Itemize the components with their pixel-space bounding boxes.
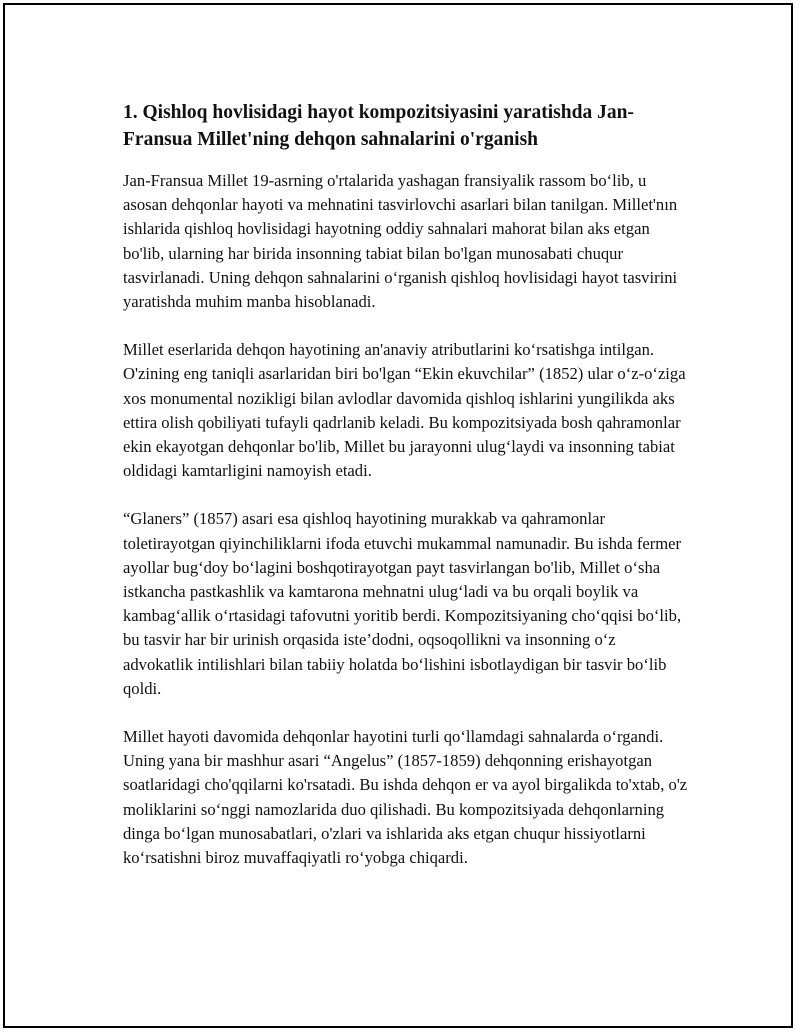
paragraph-3: “Glaners” (1857) asari esa qishloq hayotining murakkab va qahramonlar toletirayotgan qiyinchiliklarni ifoda etuvchi mukammal namunadir. Bu ishda fermer ayollar bug‘doy bo‘lagini boshqotirayotgan payt tasvirlangan bo'lib, Millet o‘sha istkancha pastkashlik va kamtarona mehnatni ulug‘ladi va bu orqali boylik va kambag‘allik o‘rtasidagi tafovutni yoritib berdi. Kompozitsiyaning cho‘qqisi bo‘lib, bu tasvir har bir urinish orqasida iste’dodni, oqsoqollikni va insonning o‘z advokatlik intilishlari bilan tabiiy holatda bo‘lishini isbotlaydigan bir tasvir bo‘lib qoldi. — [123, 509, 682, 698]
document-body — [123, 99, 688, 894]
page-frame — [3, 3, 793, 1028]
paragraph-2: Millet eserlarida dehqon hayotining an'anaviy atributlarini ko‘rsatishga intilgan. O'zining eng taniqli asarlaridan biri bo'lgan “Ekin ekuvchilar” (1852) ular o‘z-o‘ziga xos monumental nozikligi bilan avlodlar davomida qishloq ishlarini yungilikda aks ettira olish qobiliyati tufayli qadrlanib keladi. Bu kompozitsiyada bosh qahramonlar ekin ekayotgan dehqonlar bo'lib, Millet bu jarayonni ulug‘laydi va insonning tabiat oldidagi kamtarligini namoyish etadi. — [123, 340, 686, 481]
paragraph-4: Millet hayoti davomida dehqonlar hayotini turli qo‘llamdagi sahnalarda o‘rgandi. Uning yana bir mashhur asari “Angelus” (1857-1859) dehqonning erishayotgan soatlaridagi cho'qqilarni ko'rsatadi. Bu ishda dehqon er va ayol birgalikda to'xtab, o'z moliklarini so‘nggi namozlarida duo qilishadi. Bu kompozitsiyada dehqonlarning dinga bo‘lgan munosabatlari, o'zlari va ishlarida aks etgan chuqur hissiyotlarni ko‘rsatishni biroz muvaffaqiyatli ro‘yobga chiqardi. — [123, 727, 688, 868]
paragraph-1: Jan-Fransua Millet 19-asrning o'rtalarida yashagan fransiyalik rassom bo‘lib, u asosan dehqonlar hayoti va mehnatini tasvirlovchi asarlari bilan tanilgan. Millet'nın ishlarida qishloq hovlisidagi hayotning oddiy sahnalari mahorat bilan aks etgan bo'lib, ularning har birida insonning tabiat bilan bo'lgan munosabati chuqur tasvirlanadi. Uning dehqon sahnalarini o‘rganish qishloq hovlisidagi hayot tasvirini yaratishda muhim manba hisoblanadi. — [123, 171, 678, 312]
section-heading: 1. Qishloq hovlisidagi hayot kompozitsiyasini yaratishda Jan-Fransua Millet'ning dehqon sahnalarini o'rganish — [123, 102, 634, 150]
